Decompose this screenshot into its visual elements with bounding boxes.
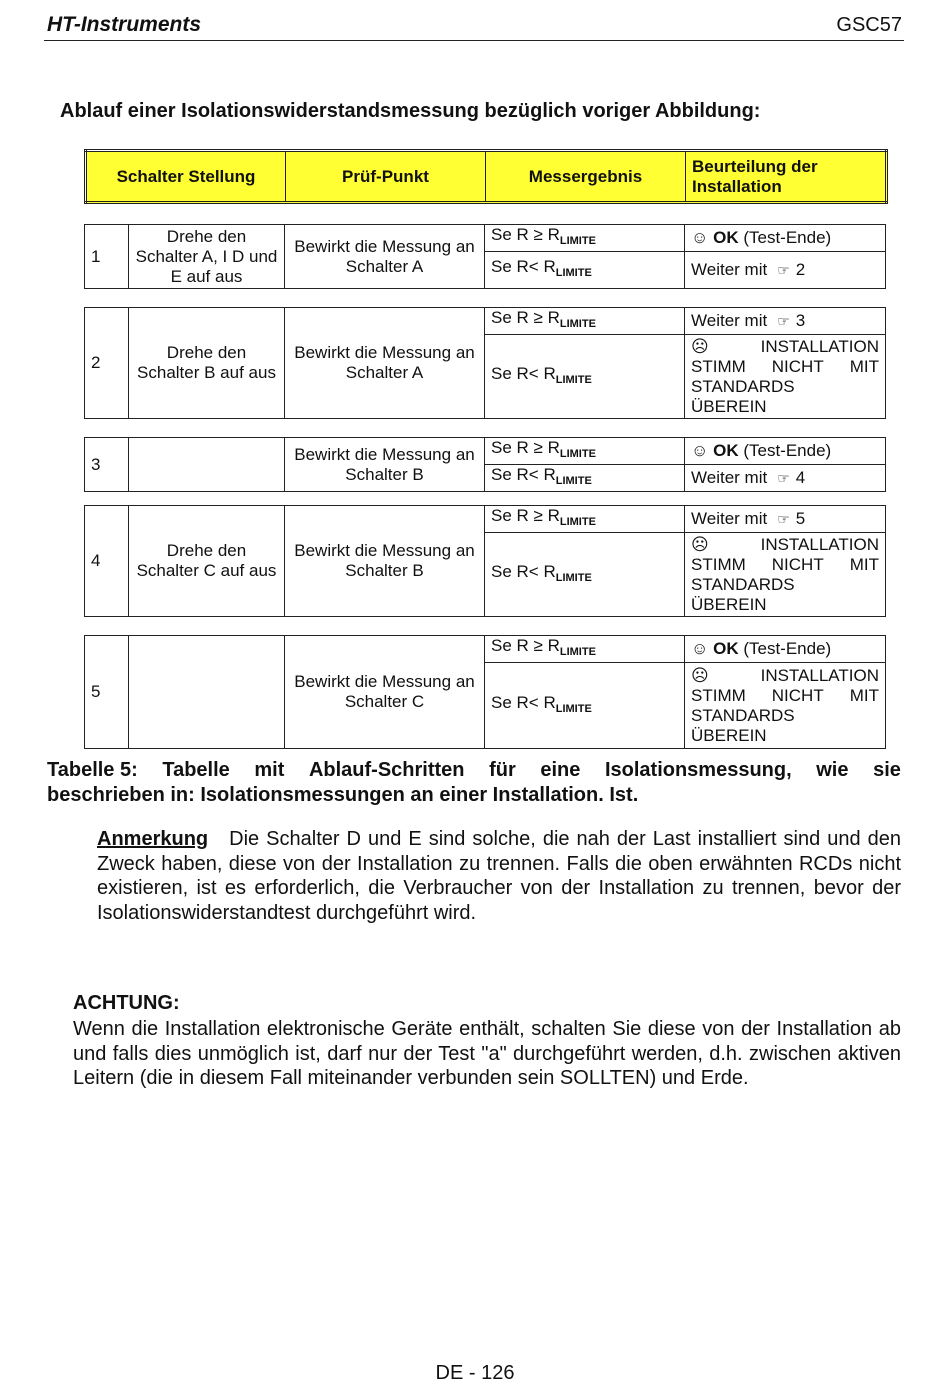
pointing-hand-icon: ☞ (777, 262, 790, 278)
result-lt-limit: Se $R< R_{LIMITE}$ (485, 252, 685, 289)
step-table-4 (84, 505, 886, 617)
verdict-fail: ☹ INSTALLATION STIMM NICHT MIT STANDARDS ÜBEREIN (685, 533, 886, 617)
result-ge-limit: Se $R \ge R_{LIMITE}$ (485, 438, 685, 465)
verdict-continue: Weiter mit ☞ 5 (685, 506, 886, 533)
smile-icon: ☺ (691, 639, 709, 658)
header-schalter-stellung: Schalter Stellung (86, 151, 286, 203)
schalter-action: Drehe den Schalter C auf aus (129, 506, 285, 617)
pointing-hand-icon: ☞ (777, 511, 790, 527)
result-lt-limit: Se $R< R_{LIMITE}$ (485, 335, 685, 419)
step-number: 2 (85, 308, 129, 419)
step-number: 5 (85, 636, 129, 749)
header-beurteilung: Beurteilung der Installation (686, 151, 887, 203)
smile-icon: ☺ (691, 441, 709, 460)
header-divider (44, 40, 904, 41)
step-table-2 (84, 307, 886, 419)
caption-line-2: beschrieben in: Isolationsmessungen an einer Installation. Ist. (47, 784, 639, 806)
schalter-action: Drehe den Schalter B auf aus (129, 308, 285, 419)
frown-icon: ☹ (691, 534, 709, 554)
note-text: Die Schalter D und E sind solche, die nah der Last installiert sind und den Zweck haben, diese von der Installation zu trennen. Falls die oben erwähnten RCDs nicht existieren, ist es erforderlich, die Verbraucher von der Installation zu trennen, bevor der Isolationswiderstandtest durchgeführt wird. (97, 828, 901, 924)
step-table-5 (84, 635, 886, 749)
frown-icon: ☹ (691, 665, 709, 685)
schalter-action (129, 438, 285, 492)
result-lt-limit: Se $R< R_{LIMITE}$ (485, 465, 685, 492)
result-ge-limit: Se $R \ge R_{LIMITE}$ (485, 636, 685, 663)
pruef-punkt: Bewirkt die Messung an Schalter B (285, 438, 485, 492)
section-title: Ablauf einer Isolationswiderstandsmessung bezüglich voriger Abbildung: (60, 100, 761, 122)
step-number: 1 (85, 225, 129, 289)
step-number: 4 (85, 506, 129, 617)
verdict-ok: ☺ OK (Test-Ende) (685, 438, 886, 465)
pruef-punkt: Bewirkt die Messung an Schalter C (285, 636, 485, 749)
note-paragraph (97, 827, 901, 925)
header-messergebnis: Messergebnis (486, 151, 686, 203)
step-table-3 (84, 437, 886, 492)
pruef-punkt: Bewirkt die Messung an Schalter A (285, 308, 485, 419)
step-table-1 (84, 224, 886, 289)
table-header (84, 149, 888, 204)
warning-text: Wenn die Installation elektronische Geräte enthält, schalten Sie diese von der Installation ab und falls dies unmöglich ist, darf nur der Test "a" durchgeführt werden, d.h. zwischen aktiven Leitern (die in diesem Fall miteinander verbunden sein SOLLTEN) und Erde. (73, 1018, 901, 1089)
caption-line-1: Tabelle 5: Tabelle mit Ablauf-Schritten für eine Isolationsmessung, wie sie (47, 759, 901, 781)
verdict-fail: ☹ INSTALLATION STIMM NICHT MIT STANDARDS ÜBEREIN (685, 663, 886, 749)
table-caption (47, 758, 901, 808)
schalter-action: Drehe den Schalter A, I D und E auf aus (129, 225, 285, 289)
pointing-hand-icon: ☞ (777, 470, 790, 486)
pruef-punkt: Bewirkt die Messung an Schalter B (285, 506, 485, 617)
frown-icon: ☹ (691, 336, 709, 356)
verdict-continue: Weiter mit ☞ 3 (685, 308, 886, 335)
verdict-ok: ☺ OK (Test-Ende) (685, 225, 886, 252)
pointing-hand-icon: ☞ (777, 313, 790, 329)
result-ge-limit: Se $R \ge R_{LIMITE}$ (485, 506, 685, 533)
header-pruef-punkt: Prüf-Punkt (286, 151, 486, 203)
smile-icon: ☺ (691, 228, 709, 247)
verdict-continue: Weiter mit ☞ 4 (685, 465, 886, 492)
model-name: GSC57 (836, 14, 902, 36)
result-lt-limit: Se $R< R_{LIMITE}$ (485, 533, 685, 617)
page-number: DE - 126 (435, 1362, 515, 1384)
verdict-ok: ☺ OK (Test-Ende) (685, 636, 886, 663)
schalter-action (129, 636, 285, 749)
result-ge-limit: Se $R \ge R_{LIMITE}$ (485, 308, 685, 335)
note-label: Anmerkung (97, 828, 209, 850)
verdict-fail: ☹ INSTALLATION STIMM NICHT MIT STANDARDS ÜBEREIN (685, 335, 886, 419)
step-number: 3 (85, 438, 129, 492)
result-ge-limit: Se $R \ge R_{LIMITE}$ (485, 225, 685, 252)
brand-name: HT-Instruments (47, 13, 202, 36)
pruef-punkt: Bewirkt die Messung an Schalter A (285, 225, 485, 289)
verdict-continue: Weiter mit ☞ 2 (685, 252, 886, 289)
warning-title: ACHTUNG: (73, 992, 180, 1014)
result-lt-limit: Se $R< R_{LIMITE}$ (485, 663, 685, 749)
